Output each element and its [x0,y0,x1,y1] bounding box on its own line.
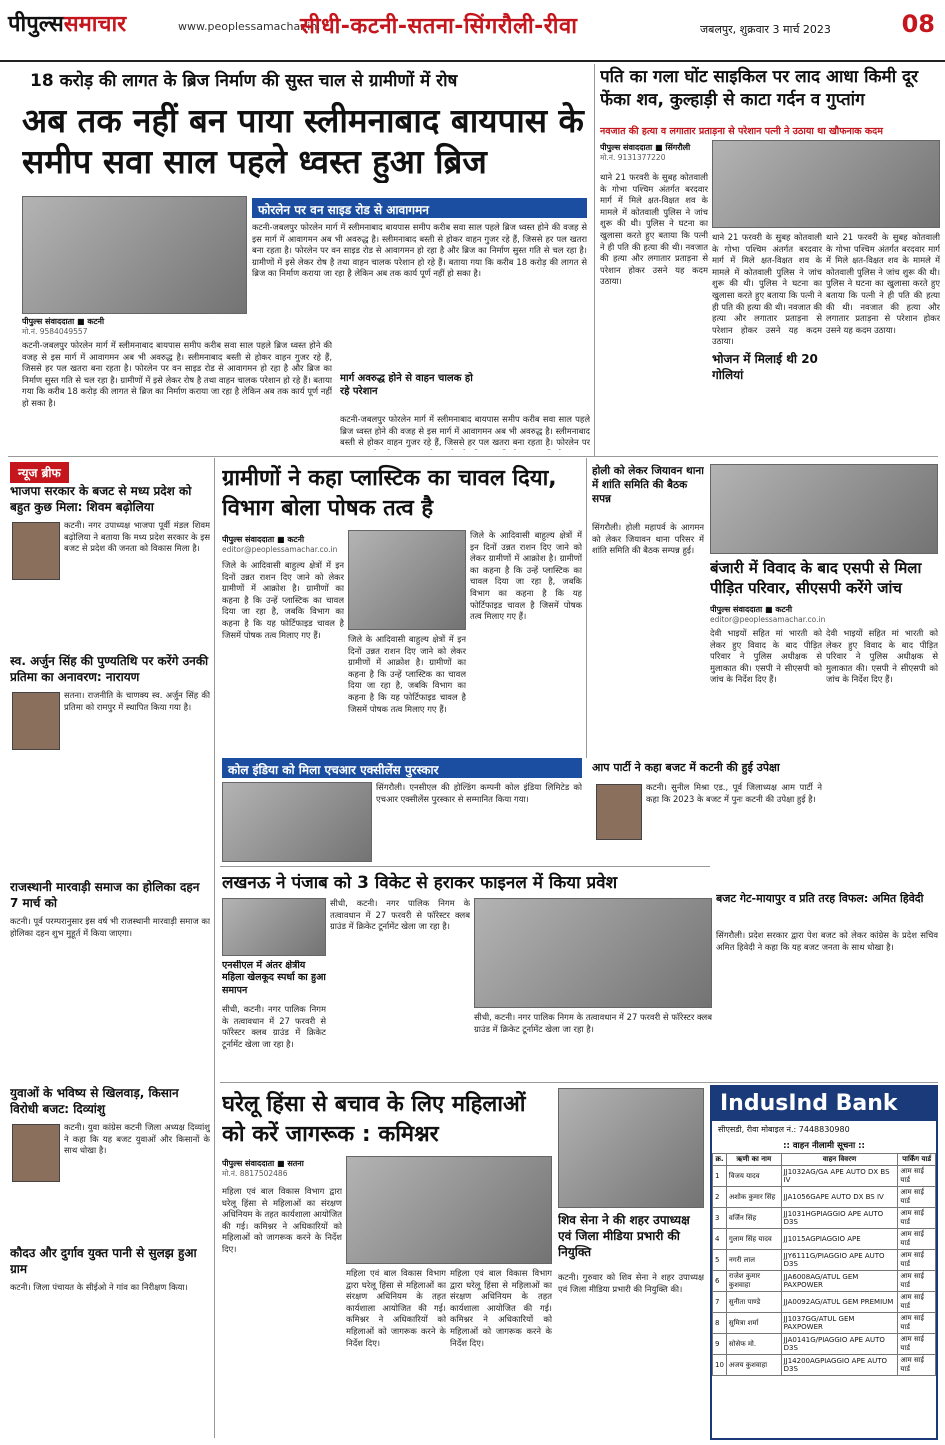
story8-sub-body: सीधी, कटनी। नगर पालिक निगम के तत्वावधान में 27 फरवरी से फॉरेस्टर क्लब ग्राउंड में क्रिकेट टूर्नामेंट खेला जा रहा है। [222,1004,326,1049]
brief-2-head: स्व. अर्जुन सिंह की पुण्यतिथि पर करेंगे उनकी प्रतिमा का अनावरण: नारायण [10,654,209,684]
story10-photo-meeting [346,1156,552,1264]
table-cell: राजेश कुमार कुशवाहा [726,1271,781,1292]
table-row [713,1313,936,1334]
table-cell: अजय कुशवाहा [726,1355,781,1376]
table-cell: 3 [713,1208,727,1229]
masthead [0,0,945,62]
bank-auction-table [712,1153,936,1376]
story3-byline-name: पीपुल्स संवाददाता [222,535,275,544]
lead-subhead: फोरलेन पर वन साइड रोड से आवागमन [252,198,587,218]
table-cell: वर्जिन सिंह [726,1208,781,1229]
story11-photo [558,1088,704,1208]
story2-inset-head: भोजन में मिलाई थी 20 गोलियां [712,352,818,382]
story5-byline-city: कटनी [775,605,793,614]
table-row [713,1229,936,1250]
lead-body-cont: कटनी-जबलपुर फोरलेन मार्ग में स्लीमनाबाद बायपास समीप करीब सवा साल पहले ब्रिज ध्वस्त होने की वजह से इस मार्ग में आवागमन अब भी अवरुद्ध है। स्लीमनाबाद बस्ती से होकर वाहन गुजर रहे हैं, जिससे हर पल खतरा बना रहता है। फोरलेन पर [340,414,590,448]
story8-photo-match [474,898,712,1008]
brief-3-body: कटनी। पूर्व परम्परानुसार इस वर्ष भी राजस्थानी मारवाड़ी समाज का होलिका दहन शुभ मुहूर्त में किया जाएगा। [10,916,210,938]
table-cell: JJ1032AG/GA APE AUTO DX BS IV [781,1166,898,1187]
brand-part1: पीपुल्स [8,11,64,37]
table-cell: 8 [713,1313,727,1334]
lead-body: कटनी-जबलपुर फोरलेन मार्ग में स्लीमनाबाद बायपास समीप करीब सवा साल पहले ब्रिज ध्वस्त होने की वजह से इस मार्ग में आवागमन अब भी अवरुद्ध है। स्लीमनाबाद बस्ती से होकर वाहन गुजर रहे हैं, जिससे हर पल खतरा बना रहता है। फोरलेन पर वन साइड रोड से आवागमन हो रहा है और ब्रिज का निर्माण सुस्त गति से चल रहा है। ग्रामीणों में इसे लेकर रोष है तथा वाहन चालक परेशान हो रहे हैं। बताया गया कि करीब 18 करोड़ की लागत से ब्रिज का निर्माण कराया जा रहा है लेकिन अब तक कार्य पूर्ण नहीं हो सका है। [22,340,332,408]
page-number: 08 [901,10,935,38]
bank-notice-title: :: वाहन नीलामी सूचना :: [783,1141,865,1151]
story5-photo-family [710,464,938,554]
story2-deck: नवजात की हत्या व लगातार प्रताड़ना से परेशान पत्नी ने उठाया था खौफनाक कदम [600,126,883,137]
table-row [713,1355,936,1376]
table-cell: JJA0141G/PIAGGIO APE AUTO D3S [781,1334,898,1355]
column-rule [586,458,587,758]
table-header: पार्किंग यार्ड [898,1154,936,1166]
table-row [713,1166,936,1187]
table-cell: JJA6008AG/ATUL GEM PAXPOWER [781,1271,898,1292]
table-header-row [713,1154,936,1166]
lead-photo-bridge [22,196,247,314]
story3-body-col2: जिले के आदिवासी बाहुल्य क्षेत्रों में इन दिनों उन्नत राशन दिए जाने को लेकर ग्रामीणों में आक्रोश है। ग्रामीणों का कहना है कि उन्हें प्लास्टिक का चावल दिया जा रहा है, जबकि विभाग का कहना है कि यह फोर्टिफाइड चावल है जिसमें पोषक तत्व मिलाए गए हैं। [348,634,466,714]
brief-2-photo [12,692,60,750]
table-cell: आम साई यार्ड [898,1334,936,1355]
table-cell: सुनीता पाण्डे [726,1292,781,1313]
lead-byline-city: कटनी [87,317,105,326]
story2-body-col2: थाने 21 फरवरी के सुबह कोतवाली के गोभा पश्चिम अंतर्गत बरदवार मार्ग में मिले क्षत-विक्षत शव के मामले में कोतवाली पुलिस ने जांच शुरू की थी। पुलिस ने घटना का खुलासा करते हुए बताया कि पत्नी ने ही पति की हत्या की थी। नवजात की हत्या और लगातार प्रताड़ना से परेशान होकर उसने यह कदम उठाया। [712,232,822,347]
brief-4-body: कटनी। युवा कांग्रेस कटनी जिला अध्यक्ष दिव्यांशु ने कहा कि यह बजट युवाओं और किसानों के साथ धोखा है। [64,1122,210,1156]
brief-1-head: भाजपा सरकार के बजट से मध्य प्रदेश को बहुत कुछ मिला: शिवम बढ़ोलिया [10,484,192,514]
story7-headline: आप पार्टी ने कहा बजट में कटनी की हुई उपेक्षा [592,761,780,774]
brief-2-body: सतना। राजनीति के चाणक्य स्व. अर्जुन सिंह की प्रतिमा को रामपुर में स्थापित किया गया है। [64,690,210,712]
table-cell: JJA1056GAPE AUTO DX BS IV [781,1187,898,1208]
story3-byline: पीपुल्स संवाददाता ■ कटनी editor@peoplessamachar.co.in [222,534,342,556]
table-row [713,1292,936,1313]
section-rule [8,456,938,457]
section-rule [220,1082,938,1083]
table-cell: JJ14200AGPIAGGIO APE AUTO D3S [781,1355,898,1376]
table-cell: गुलाम सिंह यादव [726,1229,781,1250]
bank-name: IndusInd Bank [712,1087,936,1121]
story2-byline-name: पीपुल्स संवाददाता [600,143,653,152]
lead-inset-head: मार्ग अवरुद्ध होने से वाहन चालक हो रहे परेशान [340,373,473,397]
table-cell: सुमित्रा शर्मा [726,1313,781,1334]
story8-body: सीधी, कटनी। नगर पालिक निगम के तत्वावधान में 27 फरवरी से फॉरेस्टर क्लब ग्राउंड में क्रिकेट टूर्नामेंट खेला जा रहा है। [330,898,470,932]
story10-mobile: मो.नं. 8817502486 [222,1169,288,1178]
table-cell: आम साई यार्ड [898,1313,936,1334]
story10-body-col2: महिला एवं बाल विकास विभाग द्वारा घरेलू हिंसा से महिलाओं का संरक्षण अधिनियम के तहत कार्यशाला आयोजित की गई। कमिश्नर ने अधिकारियों को महिलाओं को जागरूक करने के निर्देश दिए। [346,1268,446,1348]
story11-body: कटनी। गुरुवार को शिव सेना ने शहर उपाध्यक्ष एवं जिला मीडिया प्रभारी की नियुक्ति की। [558,1272,704,1294]
story10-byline: पीपुल्स संवाददाता ■ सतना मो.नं. 8817502486 [222,1158,342,1182]
table-cell: आम साई यार्ड [898,1166,936,1187]
lead-headline: अब तक नहीं बन पाया स्लीमनाबाद बायपास के समीप सवा साल पहले ध्वस्त हुआ ब्रिज [22,101,584,182]
story6-photo-award [222,782,372,862]
story2-photo-police [712,140,940,228]
table-cell: आम साई यार्ड [898,1271,936,1292]
table-cell: JJ1031HGPIAGGIO APE AUTO D3S [781,1208,898,1229]
story10-byline-city: सतना [287,1159,304,1168]
table-row [713,1208,936,1229]
column-rule [594,64,595,456]
story8-subhead: एनसीएल में अंतर क्षेत्रीय महिला खेलकूद स्पर्धा का हुआ समापन [222,960,326,996]
story2-byline-city: सिंगरौली [665,143,691,152]
brief-5-body: कटनी। जिला पंचायत के सीईओ ने गांव का निरीक्षण किया। [10,1282,188,1292]
table-row [713,1271,936,1292]
table-cell: 1 [713,1166,727,1187]
story2-headline: पति का गला घोंट साइकिल पर लाद आधा किमी दूर फेंका शव, कुल्हाड़ी से काटा गर्दन व गुप्तांग [600,67,919,110]
story9-headline: बजट गेट-मायापुर व प्रति तरह विफल: अमित हिवेदी [716,892,924,905]
table-cell: 7 [713,1292,727,1313]
table-row [713,1187,936,1208]
brief-3-head: राजस्थानी मारवाड़ी समाज का होलिका दहन 7 मार्च को [10,880,200,910]
story11-headline: शिव सेना ने की शहर उपाध्यक्ष एवं जिला मीडिया प्रभारी की नियुक्ति [558,1213,690,1260]
lead-inset-text: कटनी-जबलपुर फोरलेन मार्ग में स्लीमनाबाद बायपास समीप करीब सवा साल पहले ब्रिज ध्वस्त होने की वजह से इस मार्ग में आवागमन अब भी अवरुद्ध है। स्लीमनाबाद बस्ती से होकर वाहन गुजर रहे हैं, जिससे हर पल खतरा बना रहता है। फोरलेन पर वन साइड रोड से आवागमन हो रहा है और ब्रिज का निर्माण सुस्त गति से चल रहा है। ग्रामीणों में इसे लेकर रोष है तथा वाहन चालक परेशान हो रहे हैं। बताया गया कि करीब 18 करोड़ की लागत से ब्रिज का निर्माण कराया जा रहा है लेकिन अब तक कार्य पूर्ण नहीं हो सका है। [252,222,587,279]
story5-byline-name: पीपुल्स संवाददाता [710,605,763,614]
story5-email: editor@peoplessamachar.co.in [710,615,826,624]
table-cell: आम साई यार्ड [898,1187,936,1208]
table-cell: नगरी लाल [726,1250,781,1271]
news-brief-label: न्यूज ब्रीफ [10,462,69,483]
story5-body-col2: देवी भाइयों सहित मां भारती को लेकर हुए विवाद के बाद पीड़ित परिवार ने पुलिस अधीक्षक से मुलाकात की। एसपी ने सीएसपी को जांच के निर्देश दिए हैं। [826,628,938,685]
story3-photo-rice [348,530,466,630]
table-cell: 9 [713,1334,727,1355]
story6-body: सिंगरौली। एनसीएल की होल्डिंग कम्पनी कोल इंडिया लिमिटेड को एचआर एक्सीलेंस पुरस्कार से सम्मानित किया गया। [376,782,582,804]
table-cell: JJ1037GG/ATUL GEM PAXPOWER [781,1313,898,1334]
story8-photo-women [222,898,326,956]
story2-mobile: मो.नं. 9131377220 [600,153,666,162]
brand-part2: समाचार [63,11,127,37]
story3-byline-city: कटनी [287,535,305,544]
story3-body-col3: जिले के आदिवासी बाहुल्य क्षेत्रों में इन दिनों उन्नत राशन दिए जाने को लेकर ग्रामीणों में आक्रोश है। ग्रामीणों का कहना है कि उन्हें प्लास्टिक का चावल दिया जा रहा है, जबकि विभाग का कहना है कि यह फोर्टिफाइड चावल है जिसमें पोषक तत्व मिलाए गए हैं। [470,530,582,622]
lead-byline-name: पीपुल्स संवाददाता [22,317,75,326]
table-cell: 6 [713,1271,727,1292]
story5-body: देवी भाइयों सहित मां भारती को लेकर हुए विवाद के बाद पीड़ित परिवार ने पुलिस अधीक्षक से मुलाकात की। एसपी ने सीएसपी को जांच के निर्देश दिए हैं। [710,628,822,685]
table-header: ऋणी का नाम [726,1154,781,1166]
story10-body-col3: महिला एवं बाल विकास विभाग द्वारा घरेलू हिंसा से महिलाओं का संरक्षण अधिनियम के तहत कार्यशाला आयोजित की गई। कमिश्नर ने अधिकारियों को महिलाओं को जागरूक करने के निर्देश दिए। [450,1268,552,1348]
table-cell: आम साई यार्ड [898,1292,936,1313]
story10-byline-name: पीपुल्स संवाददाता [222,1159,275,1168]
story5-headline: बंजारी में विवाद के बाद एसपी से मिला पीड़ित परिवार, सीएसपी करेंगे जांच [710,559,922,598]
bank-ad [710,1085,938,1440]
table-cell: अशोक कुमार सिंह [726,1187,781,1208]
story3-headline: ग्रामीणों ने कहा प्लास्टिक का चावल दिया, विभाग बोला पोषक तत्व है [222,466,557,521]
table-cell: आम साई यार्ड [898,1208,936,1229]
section-rule [220,866,710,867]
table-cell: आम साई यार्ड [898,1229,936,1250]
table-cell: आम साई यार्ड [898,1250,936,1271]
story2-byline: पीपुल्स संवाददाता ■ सिंगरौली मो.नं. 9131377220 [600,142,710,166]
table-cell: JJY6111G/PIAGGIO APE AUTO D3S [781,1250,898,1271]
dateline: जबलपुर, शुक्रवार 3 मार्च 2023 [700,23,831,36]
story7-body: कटनी। सुनील मिश्रा एड., पूर्व जिलाध्यक्ष आम पार्टी ने कहा कि 2023 के बजट में पुनः कटनी की उपेक्षा हुई है। [646,782,822,804]
table-header: वाहन विवरण [781,1154,898,1166]
story5-byline: पीपुल्स संवाददाता ■ कटनी editor@peoplessamachar.co.in [710,604,938,626]
story6-headline: कोल इंडिया को मिला एचआर एक्सीलेंस पुरस्कार [222,758,582,778]
table-cell: 10 [713,1355,727,1376]
table-cell: JJA0092AG/ATUL GEM PREMIUM [781,1292,898,1313]
table-cell: 5 [713,1250,727,1271]
story2-body: थाने 21 फरवरी के सुबह कोतवाली के गोभा पश्चिम अंतर्गत बरदवार मार्ग में मिले क्षत-विक्षत शव के मामले में कोतवाली पुलिस ने जांच शुरू की थी। पुलिस ने घटना का खुलासा करते हुए बताया कि पत्नी ने ही पति की हत्या की थी। नवजात की हत्या और लगातार प्रताड़ना से परेशान होकर उसने यह कदम उठाया। [600,172,708,287]
brand-logo [8,8,126,38]
brief-4-photo [12,1124,60,1182]
lead-mobile: मो.नं. 9584049557 [22,327,88,336]
story10-body: महिला एवं बाल विकास विभाग द्वारा घरेलू हिंसा से महिलाओं का संरक्षण अधिनियम के तहत कार्यशाला आयोजित की गई। कमिश्नर ने अधिकारियों को महिलाओं को जागरूक करने के निर्देश दिए। [222,1186,342,1254]
table-cell: 2 [713,1187,727,1208]
lead-byline: पीपुल्स संवाददाता ■ कटनी मो.नं. 9584049557 [22,316,247,338]
table-cell: विजय यादव [726,1166,781,1187]
table-header: क्र. [713,1154,727,1166]
table-cell: आम साई यार्ड [898,1355,936,1376]
region-title: सीधी-कटनी-सतना-सिंगरौली-रीवा [300,14,578,39]
story3-email: editor@peoplessamachar.co.in [222,545,338,554]
story2-body-col3: थाने 21 फरवरी के सुबह कोतवाली के गोभा पश्चिम अंतर्गत बरदवार मार्ग में मिले क्षत-विक्षत शव के मामले में कोतवाली पुलिस ने जांच शुरू की थी। पुलिस ने घटना का खुलासा करते हुए बताया कि पत्नी ने ही पति की हत्या की थी। नवजात की हत्या और लगातार प्रताड़ना से परेशान होकर उसने यह कदम उठाया। [826,232,940,335]
table-cell: JJ1015AGPIAGGIO APE [781,1229,898,1250]
column-rule [214,458,215,1438]
table-cell: सोसेफ मो. [726,1334,781,1355]
story4-headline: होली को लेकर जियावन थाना में शांति समिति की बैठक सपन्न [592,465,704,506]
story4-body: सिंगरौली। होली महापर्व के आगमन को लेकर जियावन थाना परिसर में शांति समिति की बैठक सम्पन्न हुई। [592,522,704,556]
brief-5-head: कौदउ और दुर्गाव युक्त पानी से सुलझ हुआ ग्राम [10,1246,197,1276]
table-row [713,1334,936,1355]
brief-1-body: कटनी। नगर उपाध्यक्ष भाजपा पूर्वी मंडल शिवम बढ़ोलिया ने बताया कि मध्य प्रदेश सरकार के इस बजट से प्रदेश की जनता को विकास मिला है। [64,520,210,554]
site-url: www.peoplessamachar.in [178,20,318,33]
lead-kicker: 18 करोड़ की लागत के ब्रिज निर्माण की सुस्त चाल से ग्रामीणों में रोष [30,71,458,91]
brief-4-head: युवाओं के भविष्य से खिलवाड़, किसान विरोधी बजट: दिव्यांशु [10,1086,179,1116]
story9-body: सिंगरौली। प्रदेश सरकार द्वारा पेश बजट को लेकर कांग्रेस के प्रदेश सचिव अमित हिवेदी ने कहा कि यह बजट जनता के साथ धोखा है। [716,930,938,952]
brief-1-photo [12,522,60,580]
story7-photo [596,784,642,840]
story8-body-col2: सीधी, कटनी। नगर पालिक निगम के तत्वावधान में 27 फरवरी से फॉरेस्टर क्लब ग्राउंड में क्रिकेट टूर्नामेंट खेला जा रहा है। [474,1012,712,1034]
news-brief-tag [10,462,210,482]
story8-headline: लखनऊ ने पंजाब को 3 विकेट से हराकर फाइनल में किया प्रवेश [222,873,618,893]
bank-branch: सीएसडी, रीवा मोबाइल नं.: 7448830980 [718,1125,850,1134]
story10-headline: घरेलू हिंसा से बचाव के लिए महिलाओं को करें जागरूक : कमिश्नर [222,1092,526,1147]
story3-body: जिले के आदिवासी बाहुल्य क्षेत्रों में इन दिनों उन्नत राशन दिए जाने को लेकर ग्रामीणों में आक्रोश है। ग्रामीणों का कहना है कि उन्हें प्लास्टिक का चावल दिया जा रहा है, जबकि विभाग का कहना है कि यह फोर्टिफाइड चावल है जिसमें पोषक तत्व मिलाए गए हैं। [222,560,344,640]
table-cell: 4 [713,1229,727,1250]
table-row [713,1250,936,1271]
